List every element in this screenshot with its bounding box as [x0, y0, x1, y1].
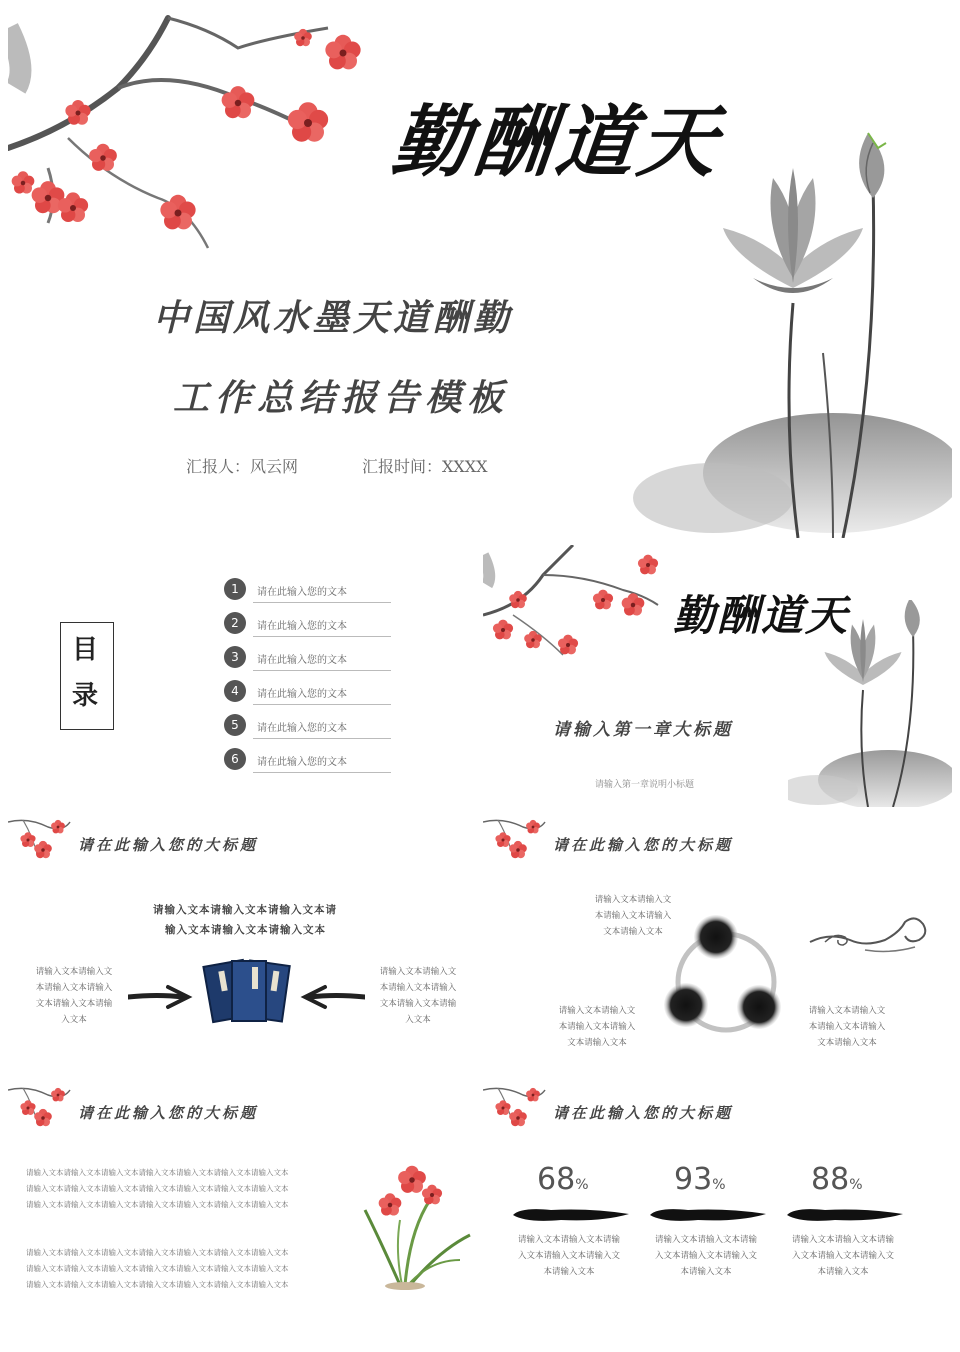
slide-title: 请在此输入您的大标题	[553, 1104, 734, 1122]
toc-item-text[interactable]: 请在此输入您的文本	[257, 655, 347, 666]
stat-value: 93	[674, 1162, 713, 1197]
cover-title-line1: 中国风水墨天道酬勤	[153, 297, 514, 339]
stat-percentage	[537, 1162, 589, 1197]
lotus-illustration	[788, 600, 952, 807]
stat-value: 88	[811, 1162, 850, 1197]
toc-number-badge: 5	[224, 714, 246, 736]
percent-slide	[483, 1080, 952, 1342]
books-slide	[8, 812, 476, 1074]
toc-slide	[8, 545, 476, 807]
toc-divider	[253, 704, 391, 705]
ink-brush-stroke	[785, 1204, 905, 1226]
toc-number-badge: 6	[224, 748, 246, 770]
cloud-swirl-icon	[805, 912, 930, 962]
toc-item-text[interactable]: 请在此输入您的文本	[257, 723, 347, 734]
top-text-line1: 请输入文本请输入文本请输入文本请	[153, 904, 337, 916]
left-text: 请输入文本请输入文 本请输入文本请输入 文本请输入文本	[558, 1006, 636, 1048]
cover-slide	[8, 8, 952, 538]
top-text: 请输入文本请输入文 本请输入文本请输入 文本请输入文本	[594, 895, 672, 937]
toc-item-text[interactable]: 请在此输入您的文本	[257, 621, 347, 632]
ink-brush-stroke	[511, 1204, 631, 1226]
stat-description: 请输入文本请输入文本请输 入文本请输入文本请输入文 本请输入文本	[517, 1235, 620, 1277]
left-arrow-icon	[300, 984, 365, 1010]
right-arrow-icon	[128, 984, 193, 1010]
toc-item-text[interactable]: 请在此输入您的文本	[257, 587, 347, 598]
slide-title: 请在此输入您的大标题	[553, 836, 734, 854]
toc-item-text[interactable]: 请在此输入您的文本	[257, 689, 347, 700]
ink-circle-diagram	[661, 907, 791, 1037]
small-plum-icon	[8, 1080, 73, 1130]
stat-percentage	[674, 1162, 726, 1197]
paragraph-1: 请输入文本请输入文本请输入文本请输入文本请输入文本请输入文本请输入文本 请输入文本请输入文本请输入文本请输入文本请输入文本请输入文本请输入文本 请输入文本请输入文本请输入文本请输入文本请输入文本请输入文本请输入文本	[26, 1168, 289, 1209]
toc-divider	[253, 636, 391, 637]
small-plum-icon	[8, 812, 73, 862]
small-plum-icon	[483, 1080, 548, 1130]
cover-calligraphy: 勤酬道天	[387, 97, 726, 188]
plum-blossom-illustration	[483, 545, 663, 665]
books-icon	[202, 957, 292, 1025]
top-text-line2: 输入文本请输入文本请输入文本	[165, 924, 326, 936]
stat-percentage	[811, 1162, 863, 1197]
toc-number-badge: 2	[224, 612, 246, 634]
right-text: 请输入文本请输入文 本请输入文本请输入 文本请输入文本请输 入文本	[379, 967, 457, 1025]
slide-title: 请在此输入您的大标题	[78, 836, 259, 854]
stat-unit: %	[849, 1177, 863, 1193]
stat-unit: %	[712, 1177, 726, 1193]
toc-divider	[253, 602, 391, 603]
toc-divider	[253, 670, 391, 671]
toc-number-badge: 4	[224, 680, 246, 702]
stat-value: 68	[537, 1162, 576, 1197]
orchid-slide	[8, 1080, 476, 1342]
left-text: 请输入文本请输入文 本请输入文本请输入 文本请输入文本请输 入文本	[35, 967, 113, 1025]
stat-unit: %	[575, 1177, 589, 1193]
cover-reporter: 汇报人：风云网	[186, 457, 299, 476]
lotus-illustration	[633, 123, 952, 538]
slide-title: 请在此输入您的大标题	[78, 1104, 259, 1122]
toc-item-text[interactable]: 请在此输入您的文本	[257, 757, 347, 768]
chapter-slide	[483, 545, 952, 807]
cover-title-line2: 工作总结报告模板	[173, 377, 510, 419]
orchid-illustration	[360, 1160, 475, 1290]
chapter-subtitle: 请输入第一章说明小标题	[595, 780, 695, 790]
ink-brush-stroke	[648, 1204, 768, 1226]
plum-blossom-illustration	[8, 8, 368, 268]
paragraph-2: 请输入文本请输入文本请输入文本请输入文本请输入文本请输入文本请输入文本 请输入文本请输入文本请输入文本请输入文本请输入文本请输入文本请输入文本 请输入文本请输入文本请输入文本请输入文本请输入文本请输入文本请输入文本	[26, 1248, 289, 1289]
toc-number-badge: 3	[224, 646, 246, 668]
small-plum-icon	[483, 812, 548, 862]
toc-divider	[253, 738, 391, 739]
circles-slide	[483, 812, 952, 1074]
toc-label: 目录	[71, 635, 98, 711]
stat-description: 请输入文本请输入文本请输 入文本请输入文本请输入文 本请输入文本	[791, 1235, 894, 1277]
toc-divider	[253, 772, 391, 773]
right-text: 请输入文本请输入文 本请输入文本请输入 文本请输入文本	[808, 1006, 886, 1048]
chapter-calligraphy: 勤酬道天	[673, 591, 850, 640]
cover-report-time: 汇报时间：XXXX	[362, 457, 488, 476]
chapter-title: 请输入第一章大标题	[553, 720, 733, 740]
stat-description: 请输入文本请输入文本请输 入文本请输入文本请输入文 本请输入文本	[654, 1235, 757, 1277]
toc-number-badge: 1	[224, 578, 246, 600]
